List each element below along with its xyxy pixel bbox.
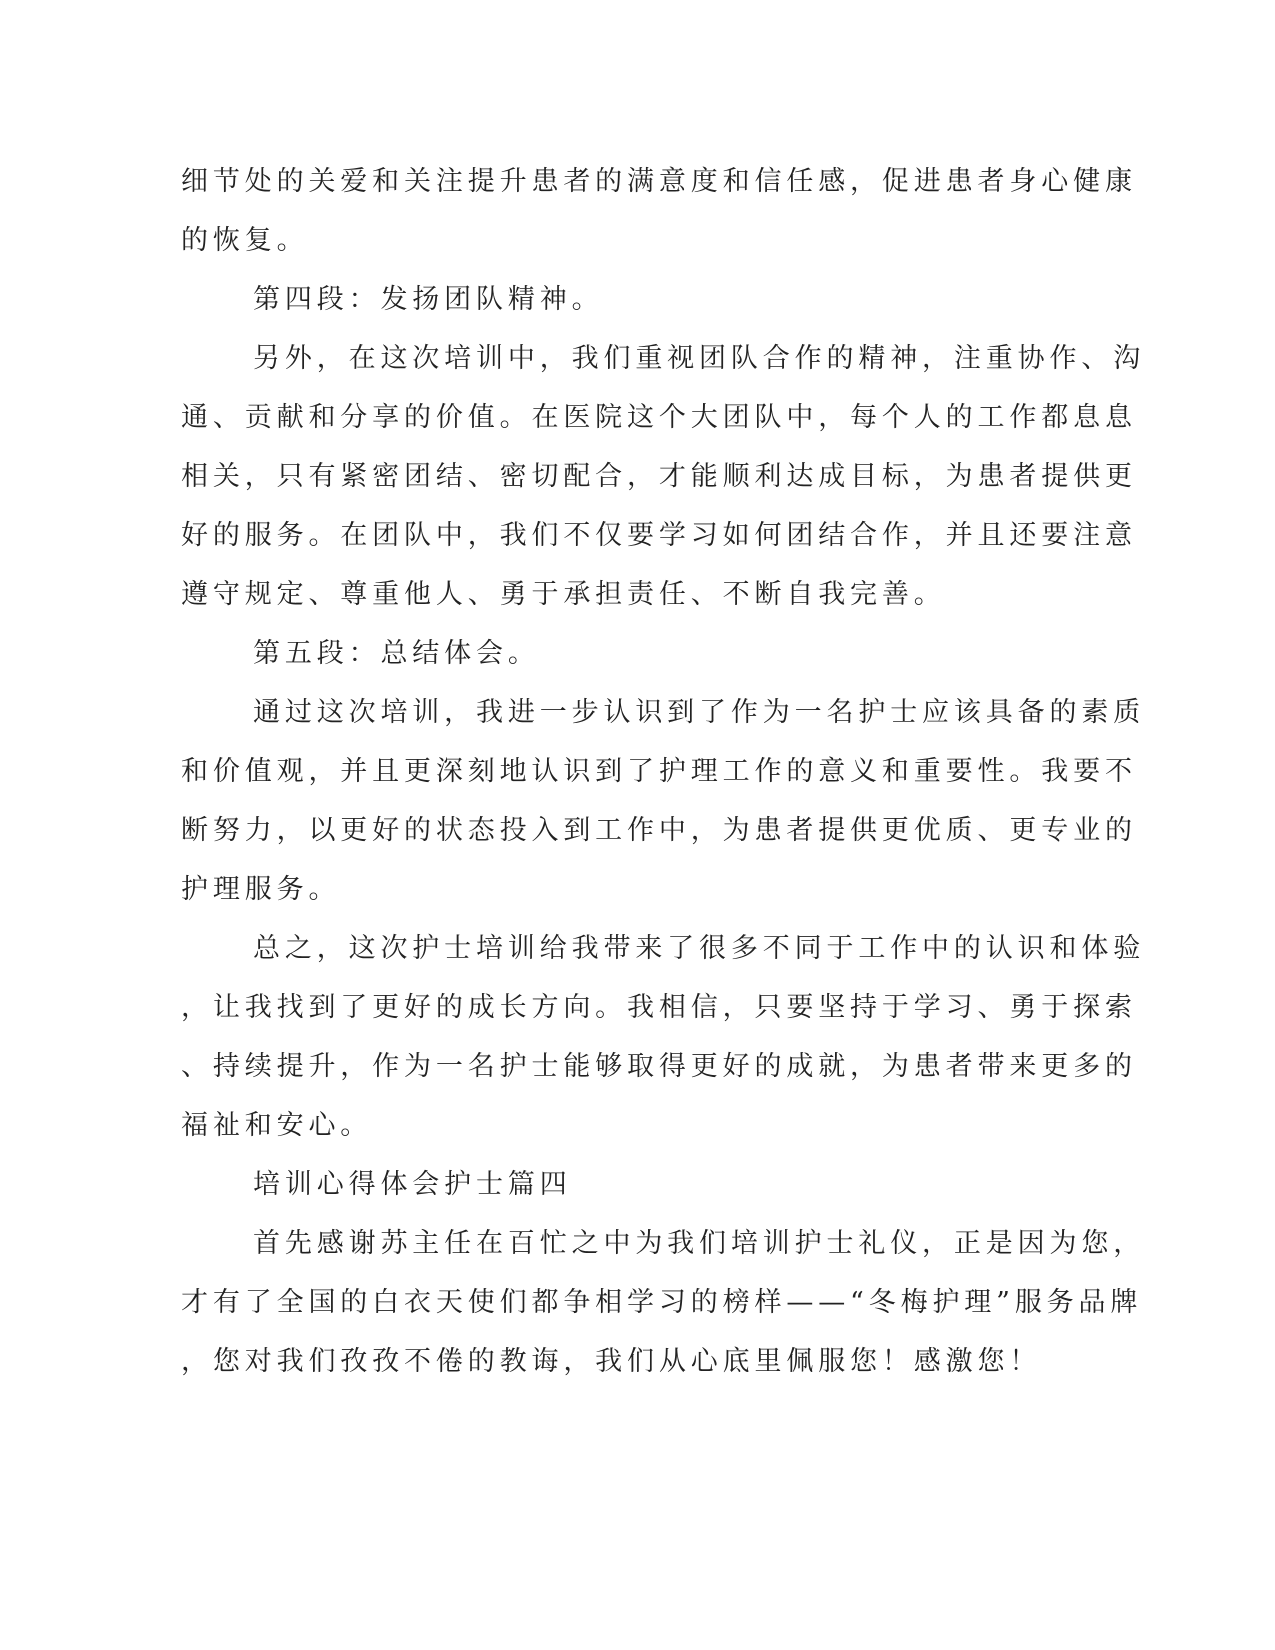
text-line-8: 遵守规定、尊重他人、勇于承担责任、不断自我完善。 [181, 579, 946, 610]
text-line-14: 总之，这次护士培训给我带来了很多不同于工作中的认识和体验 [253, 933, 1146, 964]
text-line-5: 通、贡献和分享的价值。在医院这个大团队中，每个人的工作都息息 [181, 402, 1137, 433]
text-line-1: 细节处的关爱和关注提升患者的满意度和信任感，促进患者身心健康 [181, 166, 1137, 197]
text-line-17: 福祉和安心。 [181, 1110, 373, 1141]
text-line-16: 、持续提升，作为一名护士能够取得更好的成就，为患者带来更多的 [181, 1051, 1137, 1082]
text-line-6: 相关，只有紧密团结、密切配合，才能顺利达成目标，为患者提供更 [181, 461, 1137, 492]
text-line-13: 护理服务。 [181, 874, 341, 905]
text-line-2: 的恢复。 [181, 225, 309, 256]
text-line-4: 另外，在这次培训中，我们重视团队合作的精神，注重协作、沟 [253, 343, 1146, 374]
text-line-19: 首先感谢苏主任在百忙之中为我们培训护士礼仪，正是因为您， [253, 1228, 1146, 1259]
section-title-part-4: 培训心得体会护士篇四 [253, 1169, 572, 1200]
text-line-11: 和价值观，并且更深刻地认识到了护理工作的意义和重要性。我要不 [181, 756, 1137, 787]
text-line-20: 才有了全国的白衣天使们都争相学习的榜样——“冬梅护理”服务品牌 [181, 1287, 1143, 1318]
text-line-15: ，让我找到了更好的成长方向。我相信，只要坚持于学习、勇于探索 [181, 992, 1137, 1023]
section-heading-5: 第五段：总结体会。 [253, 638, 540, 669]
section-heading-4: 第四段：发扬团队精神。 [253, 284, 604, 315]
text-line-10: 通过这次培训，我进一步认识到了作为一名护士应该具备的素质 [253, 697, 1146, 728]
text-line-12: 断努力，以更好的状态投入到工作中，为患者提供更优质、更专业的 [181, 815, 1137, 846]
text-line-7: 好的服务。在团队中，我们不仅要学习如何团结合作，并且还要注意 [181, 520, 1137, 551]
text-line-21: ，您对我们孜孜不倦的教诲，我们从心底里佩服您！感激您！ [181, 1346, 1042, 1377]
